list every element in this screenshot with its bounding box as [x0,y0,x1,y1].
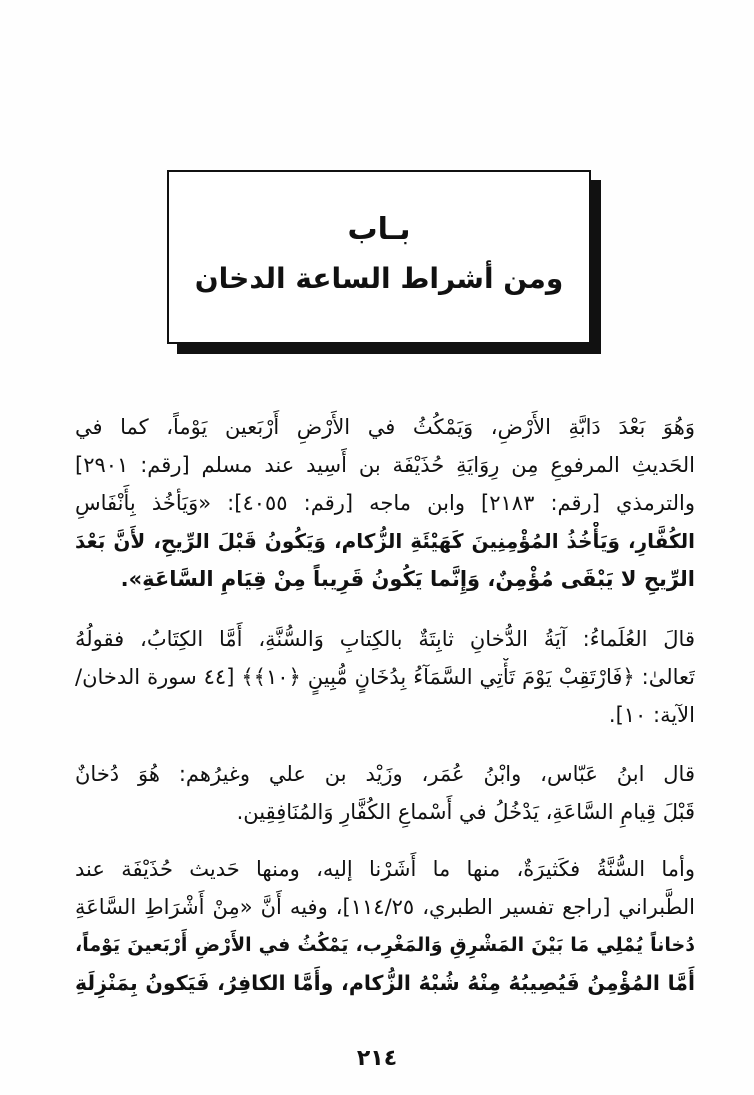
text-line: الرِّيحِ لا يَبْقَى مُؤْمِنٌ، وَإِنَّما يَكُونُ قَرِيباً مِنْ قِيَامِ السَّاعَةِ». [120,567,695,591]
chapter-title: بـاب [347,212,411,247]
paragraph-4 [75,850,695,1002]
text-line: قال ابنُ عَبّاس، وابْنُ عُمَر، وزَيْد بن علي وغيرُهم: هُوَ دُخانٌ [75,762,695,786]
text-line: وَهُوَ بَعْدَ دَابَّةِ الأَرْضِ، وَيَمْكُثُ في الأَرْضِ أَرْبَعين يَوْماً، كما في [75,415,695,439]
text-line: قالَ العُلَماءُ: آيَةُ الدُّخانِ ثابِتَةٌ بالكِتابِ وَالسُّنَّةِ، أَمَّا الكِتَابُ، فقولُهُ [75,627,695,651]
text-line: دُخاناً يُمْلِي مَا بَيْنَ المَشْرِقِ وَالمَغْرِب، يَمْكُثُ في الأَرْضِ أَرْبَعينَ يَوْماً، [75,934,695,956]
chapter-title-box [167,170,591,344]
text-line: الطَّبراني [راجع تفسير الطبري، ١١٤/٢٥]، وفيه أَنَّ «مِنْ أَشْرَاطِ السَّاعَةِ [75,895,695,919]
paragraph-1 [75,408,695,598]
paragraph-3 [75,755,695,831]
text-line: الحَديثِ المرفوعِ مِن رِوَايَةِ حُذَيْفَة بن أَسِيد عند مسلم [رقم: ٢٩٠١] [75,453,695,477]
text-line: أَمَّا المُؤْمِنُ فَيُصِيبُهُ مِنْهُ شُبْهُ الزُّكام، وأَمَّا الكافِرُ، فَيَكونُ بِمَنْزِلَةِ [75,971,695,995]
text-line: تَعالىٰ: ﴿فَارْتَقِبْ يَوْمَ تَأْتِي السَّمَآءُ بِدُخَانٍ مُّبِينٍ ﴿١٠﴾﴾ [٤٤ سورة الدخان/ [75,665,695,689]
text-line: والترمذي [رقم: ٢١٨٣] وابن ماجه [رقم: ٤٠٥٥]: «وَيَأخُذ بِأَنْفَاسِ [75,491,695,515]
text-line: الكُفَّارِ، وَيَأْخُذُ المُؤْمِنِينَ كَهَيْئَةِ الزُّكام، وَيَكُونُ قَبْلَ الرِّيحِ، لأَنَّ بَعْدَ [75,529,695,553]
page-number: ٢١٤ [356,1046,398,1071]
text-line: وأما السُّنَّةُ فكَثيرَةٌ، منها ما أَشَرْنا إليه، ومنها حَديث حُذَيْفَة عند [75,857,695,881]
text-line: الآية: ١٠]. [608,703,695,727]
chapter-subtitle: ومن أشراط الساعة الدخان [194,262,564,295]
text-line: قَبْلَ قِيامِ السَّاعَةِ، يَدْخُلُ في أَسْماعِ الكُفَّارِ وَالمُنَافِقِين. [236,800,695,824]
paragraph-2 [75,620,695,734]
